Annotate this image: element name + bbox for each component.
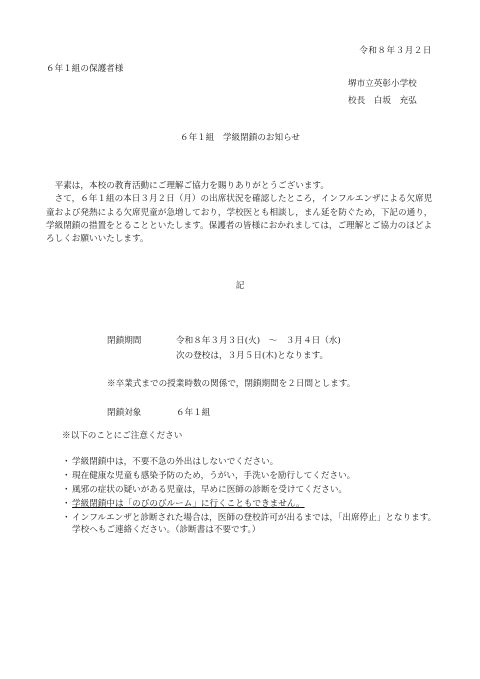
list-item-text: 学級閉鎖中は，不要不急の外出はしないでください。 <box>72 457 279 467</box>
next-school-day: 次の登校は，３月５日(木)となります。 <box>176 351 329 361</box>
closure-period-note: ※卒業式までの授業時数の関係で，閉鎖期間を２日間とします。 <box>107 379 356 389</box>
bullet-icon: ・ <box>62 484 71 495</box>
list-item-text: インフルエンザと診断された場合は，医師の登校許可が出るまでは，「出席停止」となります。学校へもご連絡ください。（診断書は不要です。） <box>72 512 437 536</box>
bullet-icon: ・ <box>62 457 71 467</box>
ki-heading: 記 <box>235 281 245 291</box>
list-item-text-underlined: 学級閉鎖中は「のびのびルーム」に行くこともできません。 <box>72 498 305 509</box>
list-item-text: 現在健康な児童も感染予防のため，うがい，手洗いを励行してください。 <box>72 470 356 481</box>
document-date: 令和８年３月２日 <box>359 46 432 56</box>
closure-period-value: 令和８年３月３日(火) ～ ３月４日（水) <box>176 336 341 346</box>
list-item-text: 風邪の症状の疑いがある児童は，早めに医師の診断を受けてください。 <box>72 484 348 495</box>
bullet-icon: ・ <box>62 498 71 509</box>
body-text <box>46 180 436 247</box>
addressee: ６年１組の保護者様 <box>46 64 124 74</box>
list-item <box>62 470 442 483</box>
body-paragraph-main: さて，６年１組の本日３月２日（月）の出席状況を確認したところ，インフルエンザによる欠席児童および発熱による欠席児童が急増しており，学校医とも相談し，まん延を防ぐため，下記の通り，学級閉鎖の措置をとることといたします。保護者の皆様におかれましては，ご理解とご協力のほどよろしくお願いいたします。 <box>46 194 433 245</box>
list-item <box>62 456 442 469</box>
bullet-icon: ・ <box>62 512 71 523</box>
caution-list <box>62 456 442 538</box>
closure-target-label: 閉鎖対象 <box>107 408 142 418</box>
principal-name: 校長 白坂 充弘 <box>348 96 417 106</box>
closure-target-value: ６年１組 <box>176 408 211 418</box>
school-name: 堺市立英彰小学校 <box>348 79 417 89</box>
list-item <box>62 484 442 497</box>
document-title: ６年１組 学級閉鎖のお知らせ <box>179 133 301 143</box>
bullet-icon: ・ <box>62 470 71 481</box>
list-item <box>62 498 442 511</box>
closure-period-label: 閉鎖期間 <box>107 336 142 346</box>
body-paragraph-greeting: 平素は，本校の教育活動にご理解ご協力を賜りありがとうございます。 <box>54 181 329 191</box>
list-item <box>62 512 442 538</box>
caution-heading: ※以下のことにご注意ください <box>62 431 183 441</box>
